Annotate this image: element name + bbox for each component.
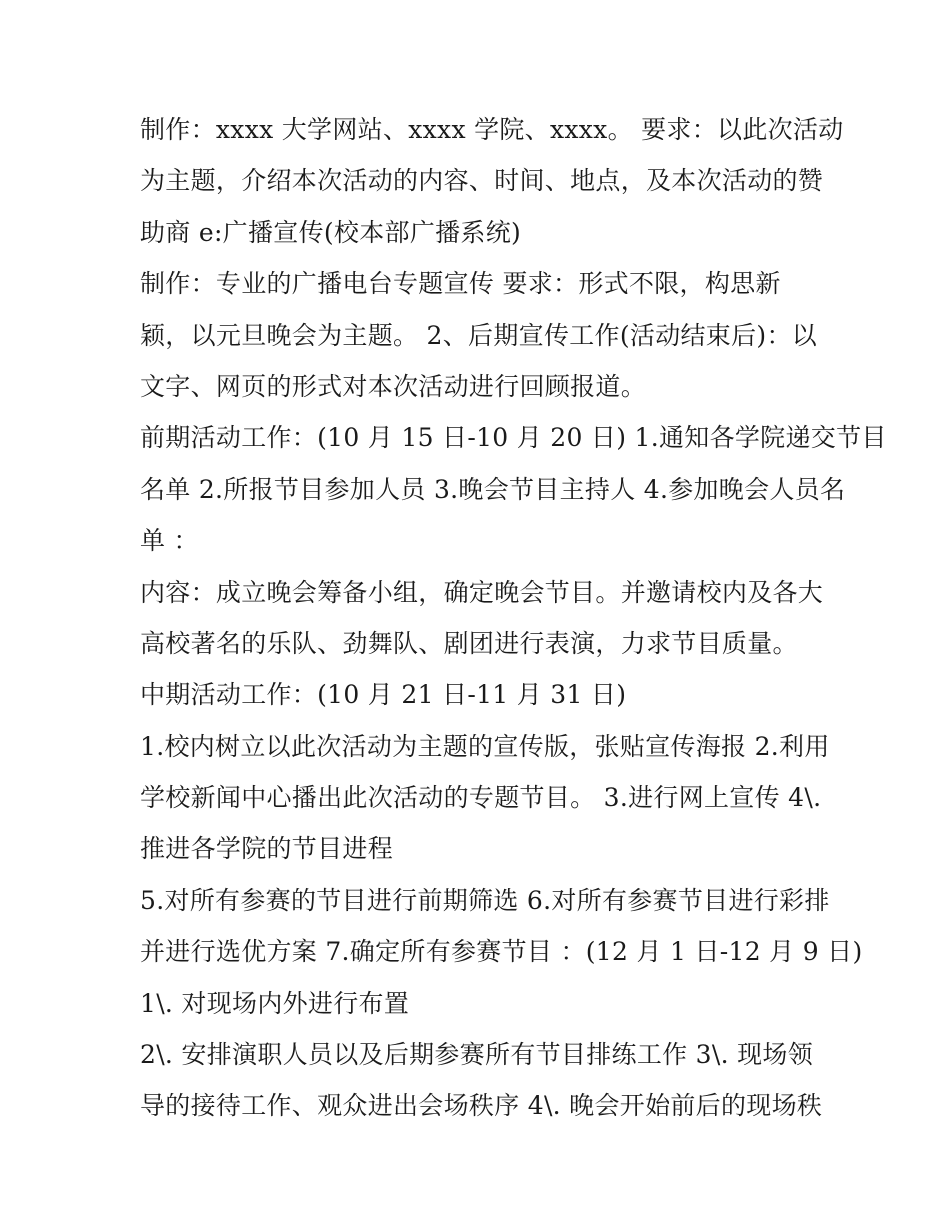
text-line: 中期活动工作：(10 月 21 日-11 月 31 日): [140, 680, 627, 710]
text-line: 内容：成立晚会筹备小组，确定晚会节目。并邀请校内及各大: [140, 577, 824, 607]
document-body: [140, 104, 887, 1132]
text-line: 文字、网页的形式对本次活动进行回顾报道。: [140, 371, 647, 401]
text-line: 并进行选优方案 7.确定所有参赛节目 ：(12 月 1 日-12 月 9 日): [140, 937, 863, 967]
text-line: 助商 e:广播宣传(校本部广播系统): [140, 217, 522, 247]
text-line: 单 ：: [140, 526, 199, 556]
text-line: 1.校内树立以此次活动为主题的宣传版，张贴宣传海报 2.利用: [140, 731, 830, 761]
text-line: 名单 2.所报节目参加人员 3.晚会节目主持人 4.参加晚会人员名: [140, 474, 846, 504]
text-line: 前期活动工作：(10 月 15 日-10 月 20 日) 1.通知各学院递交节目: [140, 423, 887, 453]
text-line: 为主题，介绍本次活动的内容、时间、地点，及本次活动的赞: [140, 166, 824, 196]
text-line: 推进各学院的节目进程: [140, 834, 394, 864]
text-line: 颖，以元旦晚会为主题。 2、后期宣传工作(活动结束后)：以: [140, 320, 818, 350]
text-line: 1\. 对现场内外进行布置: [140, 988, 410, 1018]
text-line: 制作：xxxx 大学网站、xxxx 学院、xxxx。 要求：以此次活动: [140, 115, 844, 144]
text-line: 高校著名的乐队、劲舞队、剧团进行表演，力求节目质量。: [140, 628, 798, 658]
text-line: 导的接待工作、观众进出会场秩序 4\. 晚会开始前后的现场秩: [140, 1091, 823, 1121]
text-line: 制作：专业的广播电台专题宣传 要求：形式不限，构思新: [140, 269, 781, 299]
text-line: 学校新闻中心播出此次活动的专题节目。 3.进行网上宣传 4\.: [140, 783, 822, 813]
text-line: 2\. 安排演职人员以及后期参赛所有节目排练工作 3\. 现场领: [140, 1040, 813, 1070]
text-line: 5.对所有参赛的节目进行前期筛选 6.对所有参赛节目进行彩排: [140, 885, 830, 915]
